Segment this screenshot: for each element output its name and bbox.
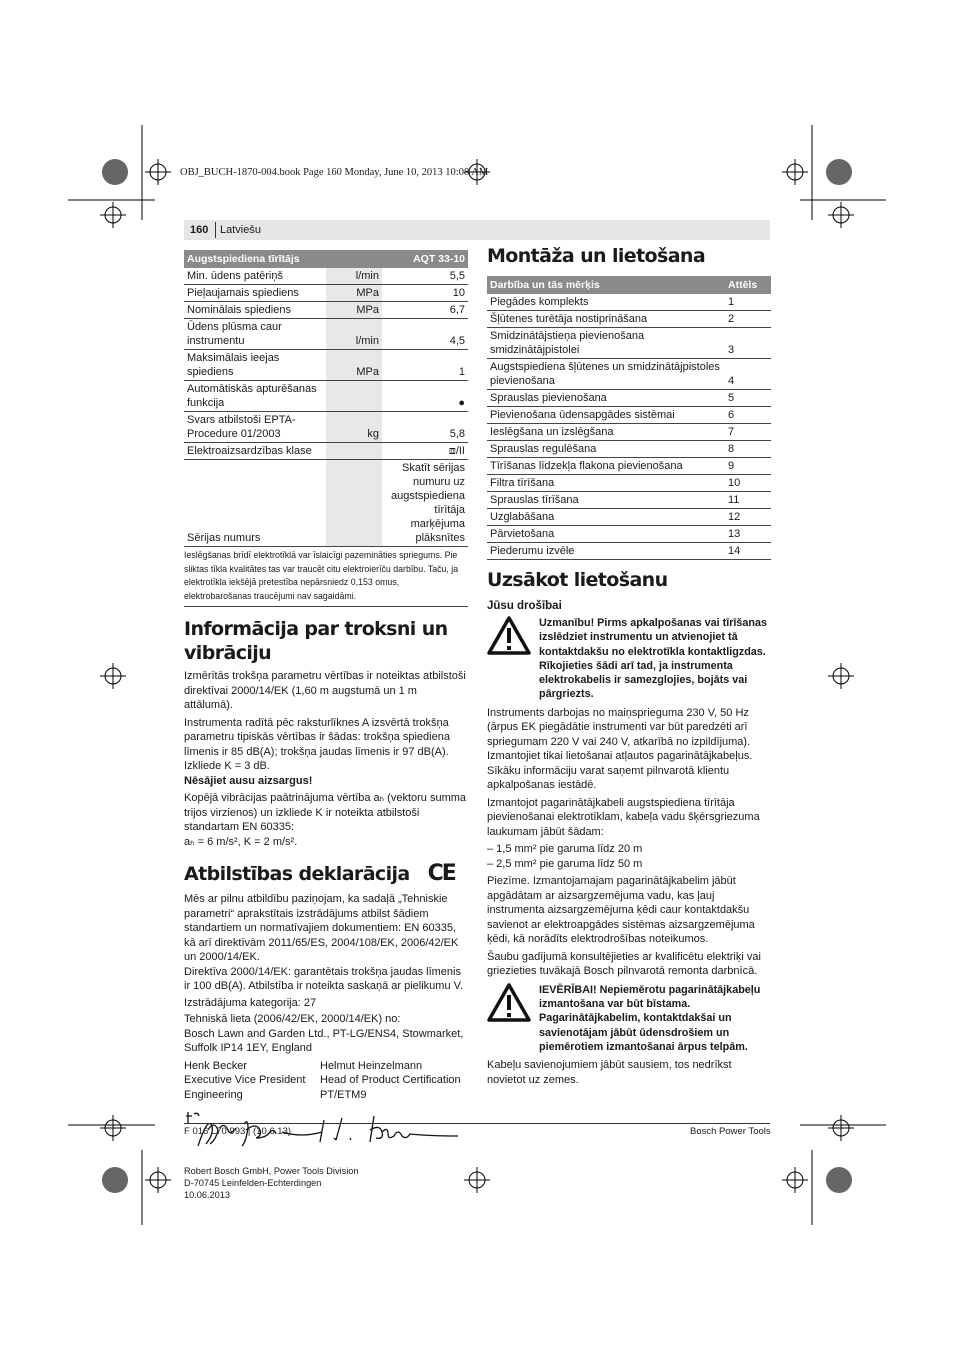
operation-action: Uzglabāšana [487, 509, 725, 526]
signer-1-title: Executive Vice President Engineering [184, 1074, 306, 1101]
operation-action: Smidzinātājstieņa pievienošana smidzinātājpistolei [487, 328, 725, 359]
page-language: Latviešu [220, 224, 261, 236]
operation-figure: 12 [725, 509, 771, 526]
operation-action: Piegādes komplekts [487, 294, 725, 311]
conformity-heading: Atbilstības deklarācija [184, 862, 410, 885]
ce-mark: CE [427, 861, 455, 886]
operation-figure: 2 [725, 311, 771, 328]
spec-unit: l/min [326, 268, 382, 285]
operation-figure: 8 [725, 441, 771, 458]
spec-value: 10 [382, 285, 468, 302]
spec-unit: MPa [326, 285, 382, 302]
operation-row [487, 294, 771, 311]
declaration-date: 10.06.2013 [184, 1190, 230, 1200]
spec-table-model: AQT 33-10 [382, 250, 468, 268]
conformity-paragraph-2: Direktīva 2000/14/EK: garantētais trokšņa jaudas līmenis ir 100 dB(A). Atbilstība ir noteikta saskaņā ar pielikumu V. [184, 965, 464, 992]
spec-unit [326, 460, 382, 547]
startup-paragraph-4: Šaubu gadījumā konsultējieties ar kvalificētu elektriķi vai griezieties tuvākajā Bosch pilnvarotā remonta darbnīcā. [487, 950, 761, 978]
operation-row [487, 475, 771, 492]
warning-triangle-icon [487, 616, 531, 656]
spec-value: 1 [382, 350, 468, 381]
operation-figure: 4 [725, 359, 771, 390]
spec-row [184, 412, 468, 443]
conformity-category: Izstrādājuma kategorija: 27 [184, 996, 317, 1009]
footer-rule [184, 1123, 770, 1124]
operation-figure: 10 [725, 475, 771, 492]
operation-row [487, 407, 771, 424]
spec-value: ● [382, 381, 468, 412]
spec-unit: l/min [326, 319, 382, 350]
spec-row [184, 302, 468, 319]
operation-row [487, 328, 771, 359]
spec-value: 4,5 [382, 319, 468, 350]
signer-2-name: Helmut Heinzelmann [320, 1059, 423, 1072]
spec-value: Skatīt sērijas numuru uz augstspiediena tīrītāja marķējuma plāksnītes [382, 460, 468, 547]
noise-paragraph-4: Kopējā vibrācijas paātrinājuma vērtība aₕ (vektoru summa trijos virzienos) un izkliede K ir noteikta atbilstoši standartam EN 60335: [184, 792, 467, 833]
spec-row [184, 285, 468, 302]
spec-label: Pieļaujamais spiediens [184, 285, 326, 302]
operation-row [487, 458, 771, 475]
operation-figure: 9 [725, 458, 771, 475]
right-column [487, 244, 771, 1087]
spec-row [184, 460, 468, 547]
operation-action: Piederumu izvēle [487, 543, 725, 560]
operation-figure: 13 [725, 526, 771, 543]
spec-unit: kg [326, 412, 382, 443]
spec-table [184, 250, 468, 547]
warning-triangle-icon [487, 983, 531, 1023]
warning-text-1: Uzmanību! Pirms apkalpošanas vai tīrīšanas izslēdziet instrumentu un atvienojiet tā kontaktdakšu no elektrotīkla kontaktligzdas. Rīkojieties šādi arī tad, ja instrumenta elektrokabelis ir samezglojies, bojāts vai pārgriezts. [539, 617, 768, 701]
operation-action: Pievienošana ūdensapgādes sistēmai [487, 407, 725, 424]
company-name: Robert Bosch GmbH, Power Tools Division [184, 1166, 359, 1176]
spec-unit [326, 443, 382, 460]
operations-col-action: Darbība un tās mērķis [487, 276, 725, 294]
operation-figure: 14 [725, 543, 771, 560]
spec-footnote: Ieslēgšanas brīdī elektrotīklā var īslaicīgi pazemināties spriegums. Pie sliktas tīkla kvalitātes tas var traucēt citu elektroierīču darbību. Taču, ja elektrotīkla iekšējā pretestība nepārsniedz 0,153 omus, elektrobarošanas traucējumi nav sagaidāmi. [184, 547, 468, 607]
page-header-bar [184, 220, 770, 240]
operation-row [487, 492, 771, 509]
spec-table-title: Augstspiediena tīrītājs [184, 250, 382, 268]
operation-action: Šļūtenes turētāja nostiprināšana [487, 311, 725, 328]
cable-spec-2: – 2,5 mm² pie garuma līdz 50 m [487, 857, 643, 870]
spec-value: ⧈/II [382, 443, 468, 460]
spec-row [184, 350, 468, 381]
conformity-heading-row [184, 861, 468, 886]
safety-subheading: Jūsu drošībai [487, 600, 562, 612]
operation-action: Filtra tīrīšana [487, 475, 725, 492]
spec-value: 5,5 [382, 268, 468, 285]
spec-unit: MPa [326, 350, 382, 381]
header-separator [215, 222, 216, 238]
page-number: 160 [190, 224, 209, 236]
footer-brand: Bosch Power Tools [690, 1126, 771, 1137]
spec-label: Svars atbilstoši EPTA-Procedure 01/2003 [184, 412, 326, 443]
spec-row [184, 319, 468, 350]
spec-label: Automātiskās apturēšanas funkcija [184, 381, 326, 412]
startup-heading: Uzsākot lietošanu [487, 569, 668, 591]
spec-row [184, 381, 468, 412]
noise-heading: Informācija par troksni un vibrāciju [184, 618, 448, 664]
operation-figure: 6 [725, 407, 771, 424]
operation-action: Sprauslas regulēšana [487, 441, 725, 458]
spec-label: Min. ūdens patēriņš [184, 268, 326, 285]
signer-1-name: Henk Becker [184, 1059, 247, 1072]
operation-row [487, 390, 771, 407]
print-header: OBJ_BUCH-1870-004.book Page 160 Monday, June 10, 2013 10:08 AM [180, 167, 489, 178]
spec-row [184, 268, 468, 285]
operation-row [487, 424, 771, 441]
operation-row [487, 359, 771, 390]
noise-ear-protection: Nēsājiet ausu aizsargus! [184, 774, 313, 787]
spec-unit [326, 381, 382, 412]
operation-action: Sprauslas pievienošana [487, 390, 725, 407]
warning-block-1 [487, 616, 771, 702]
spec-value: 5,8 [382, 412, 468, 443]
spec-unit: MPa [326, 302, 382, 319]
operation-figure: 5 [725, 390, 771, 407]
spec-row [184, 443, 468, 460]
operation-row [487, 509, 771, 526]
footer-doc-number: F 016 L70 993 | (10.6.13) [184, 1126, 292, 1137]
operation-figure: 11 [725, 492, 771, 509]
operation-figure: 1 [725, 294, 771, 311]
assembly-heading: Montāža un lietošana [487, 245, 706, 267]
noise-paragraph-1: Izmērītās trokšņa parametru vērtības ir noteiktas atbilstoši direktīvai 2000/14/EK (1,60 m augstumā un 1 m attālumā). [184, 670, 466, 711]
conformity-technical-file: Tehniskā lieta (2006/42/EK, 2000/14/EK) no: [184, 1013, 401, 1025]
startup-paragraph-3: Piezīme. Izmantojamajam pagarinātājkabelim jābūt apgādātam ar aizsargzemējuma vadu, kas ļauj instrumenta aizsargzemējuma ķēdi caur kontaktdakšu savienot ar elektroapgādes sistēmas aizsargzemējuma ķēdi, kā norādīts elektrodrošības noteikumos. [487, 875, 755, 946]
operation-action: Ieslēgšana un izslēgšana [487, 424, 725, 441]
operation-row [487, 526, 771, 543]
spec-label: Ūdens plūsma caur instrumentu [184, 319, 326, 350]
operations-col-figure: Attēls [725, 276, 771, 294]
spec-label: Sērijas numurs [184, 460, 326, 547]
spec-label: Elektroaizsardzības klase [184, 443, 326, 460]
startup-paragraph-1: Instruments darbojas no maiņsprieguma 230 V, 50 Hz (ārpus EK piegādātie instrumenti var būt paredzēti arī spriegumam 220 V vai 240 V, atkarībā no izpildījuma). Izmantojiet tikai lietošanai atļautos pagarinātājkabeļus. Sīkāku informāciju varat saņemt pilnvarotā klientu apkalpošanas iestādē. [487, 706, 753, 792]
signer-2-title: Head of Product Certification PT/ETM9 [320, 1074, 461, 1101]
noise-vibration-values: aₕ = 6 m/s², K = 2 m/s². [184, 835, 298, 848]
warning-text-2: IEVĒRĪBAI! Nepiemērotu pagarinātājkabeļu izmantošana var būt bīstama. Pagarinātājkabelim, kontaktdakšai un savienotājam jābūt ūdensdrošiem un piemērotiem izmantošanai ārpus telpām. [539, 983, 761, 1053]
company-address: D-70745 Leinfelden-Echterdingen [184, 1178, 322, 1188]
spec-label: Nominālais spiediens [184, 302, 326, 319]
operation-row [487, 441, 771, 458]
operation-action: Augstspiediena šļūtenes un smidzinātājpistoles pievienošana [487, 359, 725, 390]
operation-action: Pārvietošana [487, 526, 725, 543]
spec-value: 6,7 [382, 302, 468, 319]
spec-label: Maksimālais ieejas spiediens [184, 350, 326, 381]
operation-action: Tīrīšanas līdzekļa flakona pievienošana [487, 458, 725, 475]
startup-paragraph-2: Izmantojot pagarinātājkabeli augstspiediena tīrītāja pievienošanai elektrotīklam, kabeļa vadu šķērsgriezuma laukumam jābūt šādam: [487, 796, 760, 838]
conformity-paragraph-1: Mēs ar pilnu atbildību paziņojam, ka sadaļā „Tehniskie parametri“ aprakstītais izstrādājums atbilst šādiem standartiem un normatīvajiem dokumentiem: EN 60335, kā arī direktīvām 2011/65/ES, 2004/108/EK, 2006/42/EK un 2000/14/EK. [184, 893, 459, 963]
operation-action: Sprauslas tīrīšana [487, 492, 725, 509]
operation-row [487, 543, 771, 560]
cable-spec-1: – 1,5 mm² pie garuma līdz 20 m [487, 843, 643, 856]
operation-row [487, 311, 771, 328]
left-column [184, 250, 468, 1201]
noise-paragraph-2: Instrumenta radītā pēc raksturlīknes A izsvērtā trokšņa parametru tipiskās vērtības ir šādas: trokšņa spiediena līmenis ir 85 dB(A); trokšņa jaudas līmenis ir 97 dB(A). Izkliede K = 3 dB. [184, 716, 450, 772]
conformity-address: Bosch Lawn and Garden Ltd., PT-LG/ENS4, Stowmarket, Suffolk IP14 1EY, England [184, 1027, 464, 1054]
operations-table [487, 276, 771, 560]
warning-block-2 [487, 983, 771, 1054]
operation-figure: 7 [725, 424, 771, 441]
startup-paragraph-5: Kabeļu savienojumiem jābūt sausiem, tos nedrīkst novietot uz zemes. [487, 1059, 732, 1086]
signers [184, 1059, 468, 1103]
operation-figure: 3 [725, 328, 771, 359]
